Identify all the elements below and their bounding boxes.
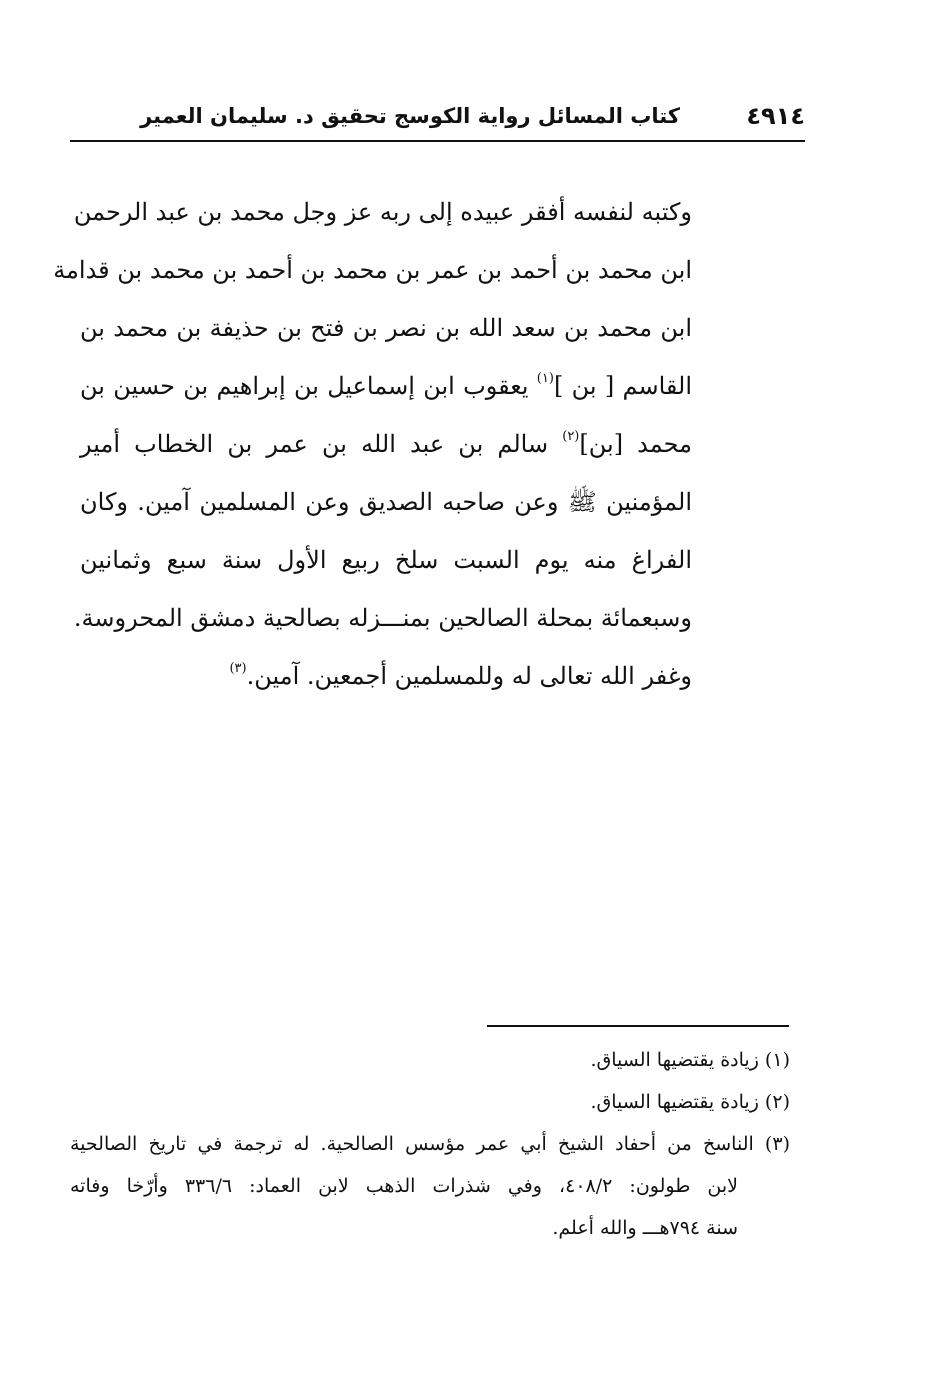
text-line-1: وكتبه لنفسه أفقر عبيده إلى ربه عز وجل محمد بن عبد الرحمن: [73, 198, 692, 226]
header-rule: [70, 140, 805, 142]
footnote-3-line-3: سنة ٧٩٤هـــ والله أعلم.: [552, 1217, 738, 1239]
footnote-ref-1: (١): [536, 371, 554, 386]
text-line-9: [80, 650, 692, 708]
text-segment: يعقوب ابن إسماعيل بن إبراهيم بن حسين بن: [80, 372, 537, 400]
text-line-6: المؤمنين ﷺ وعن صاحبه الصديق وعن المسلمين آمين. وكان: [80, 488, 692, 516]
footnotes: [70, 1040, 790, 1250]
footnote-ref-3: (٣): [229, 661, 247, 676]
text-line-4: [80, 360, 692, 418]
footnote-2: (٢) زيادة يقتضيها السياق.: [590, 1091, 790, 1113]
text-segment: وغفر الله تعالى له وللمسلمين أجمعين. آمين.: [246, 662, 692, 690]
main-text: [53, 186, 693, 708]
footnote-1: (١) زيادة يقتضيها السياق.: [590, 1049, 790, 1071]
text-line-5: [80, 418, 692, 476]
text-line-2: ابن محمد بن أحمد بن عمر بن محمد بن أحمد بن محمد بن قدامة: [53, 256, 692, 284]
text-line-7: الفراغ منه يوم السبت سلخ ربيع الأول سنة سبع وثمانين: [80, 546, 692, 574]
footnote-3-line-2: لابن طولون: ٤٠٨/٢، وفي شذرات الذهب لابن العماد: ٣٣٦/٦ وأرّخا وفاته: [70, 1175, 738, 1197]
text-segment: سالم بن عبد الله بن عمر بن الخطاب أمير: [80, 430, 563, 458]
footnote-ref-2: (٢): [562, 429, 580, 444]
footnote-separator: [487, 1025, 789, 1027]
running-title: كتاب المسائل رواية الكوسج تحقيق د. سليمان العمير: [140, 104, 680, 128]
text-segment: محمد [بن]: [579, 430, 693, 458]
page-header: [70, 98, 805, 142]
text-segment: القاسم [ بن ]: [553, 372, 693, 400]
text-line-3: ابن محمد بن سعد الله بن نصر بن فتح بن حذيفة بن محمد بن: [80, 314, 692, 342]
footnote-3-line-1: (٣) الناسخ من أحفاد الشيخ أبي عمر مؤسس الصالحية. له ترجمة في تاريخ الصالحية: [70, 1133, 790, 1155]
text-line-8: وسبعمائة بمحلة الصالحين بمنـــزله بصالحية دمشق المحروسة.: [73, 604, 692, 632]
page-number: ٤٩١٤: [746, 102, 805, 130]
